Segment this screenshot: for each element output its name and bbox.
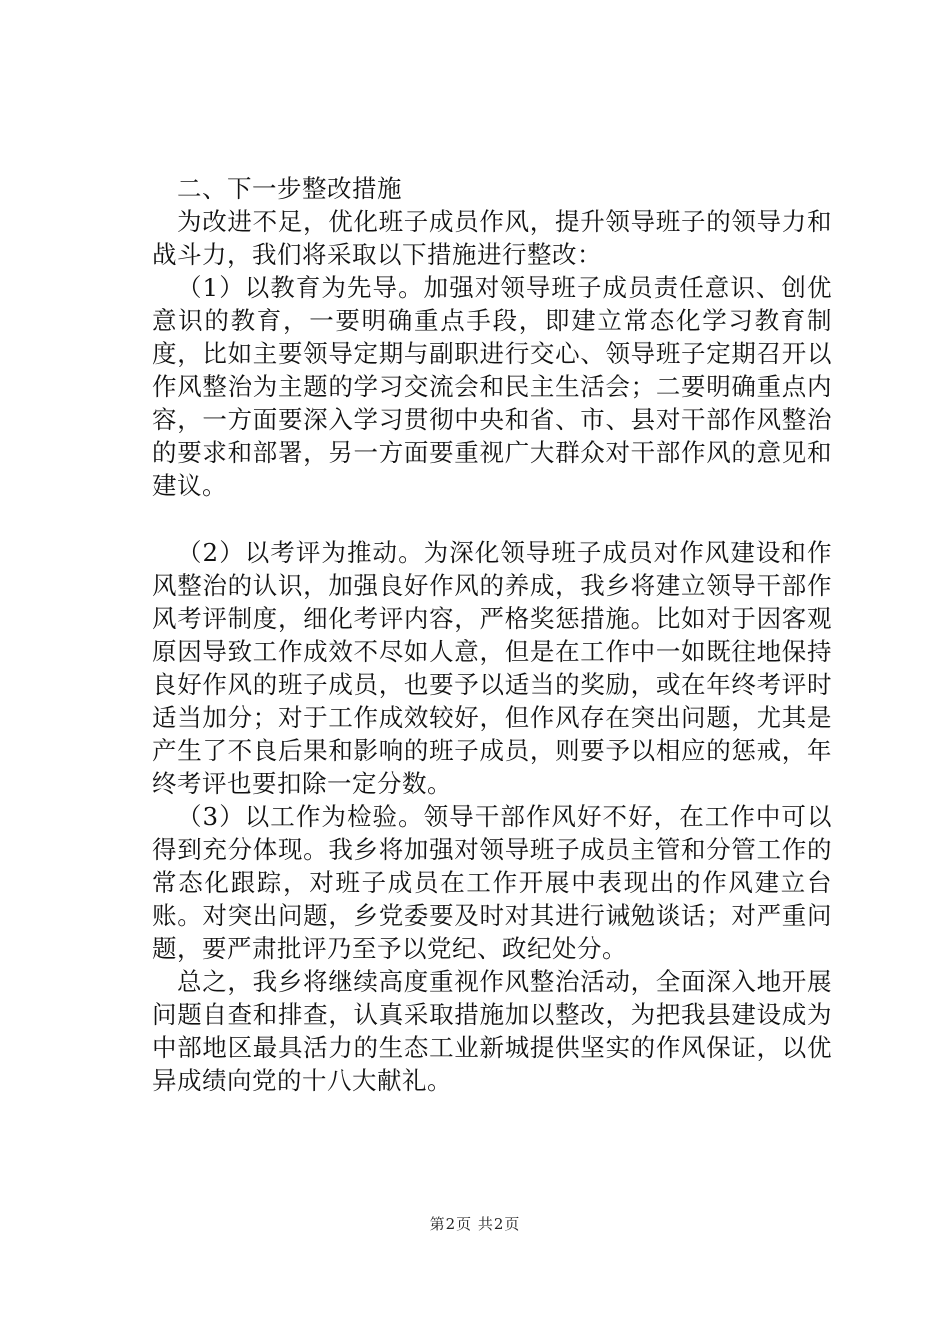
paragraph-measure-2: （2）以考评为推动。为深化领导班子成员对作风建设和作风整治的认识，加强良好作风的养成，我乡将建立领导干部作风考评制度，细化考评内容，严格奖惩措施。比如对于因客观原因导致工作成效不尽如人意，但是在工作中一如既往地保持良好作风的班子成员，也要予以适当的奖励，或在年终考评时适当加分；对于工作成效较好，但作风存在突出问题，尤其是产生了不良后果和影响的班子成员，则要予以相应的惩戒，年终考评也要扣除一定分数。 bbox=[152, 538, 832, 798]
paragraph-conclusion: 总之，我乡将继续高度重视作风整治活动，全面深入地开展问题自查和排查，认真采取措施加以整改，为把我县建设成为中部地区最具活力的生态工业新城提供坚实的作风保证，以优异成绩向党的十八大献礼。 bbox=[152, 967, 832, 1095]
page-footer: 第2页 共2页 bbox=[429, 1215, 521, 1233]
paragraph-measure-3: （3）以工作为检验。领导干部作风好不好，在工作中可以得到充分体现。我乡将加强对领导班子成员主管和分管工作的常态化跟踪，对班子成员在工作开展中表现出的作风建立台账。对突出问题，乡党委要及时对其进行诫勉谈话；对严重问题，要严肃批评乃至予以党纪、政纪处分。 bbox=[152, 802, 832, 963]
section-heading: 二、下一步整改措施 bbox=[177, 174, 402, 203]
paragraph-intro: 为改进不足，优化班子成员作风，提升领导班子的领导力和战斗力，我们将采取以下措施进行整改： bbox=[152, 207, 832, 269]
document-body bbox=[152, 172, 832, 1097]
paragraph-spacer bbox=[152, 502, 832, 536]
paragraph-measure-1: （1）以教育为先导。加强对领导班子成员责任意识、创优意识的教育，一要明确重点手段，即建立常态化学习教育制度，比如主要领导定期与副职进行交心、领导班子定期召开以作风整治为主题的学习交流会和民主生活会；二要明确重点内容，一方面要深入学习贯彻中央和省、市、县对干部作风整治的要求和部署，另一方面要重视广大群众对干部作风的意见和建议。 bbox=[152, 273, 832, 500]
